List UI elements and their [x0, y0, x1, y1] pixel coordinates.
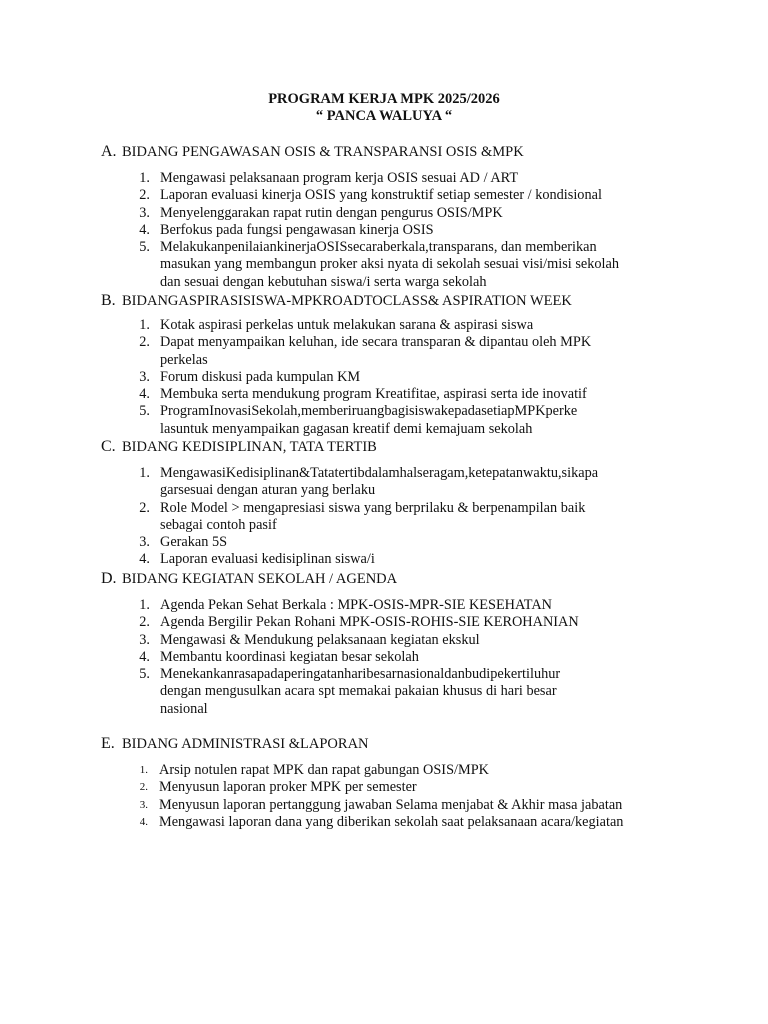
item-text: Menyusun laporan pertanggung jawaban Selama menjabat & Akhir masa jabatan — [159, 796, 623, 813]
section-letter: A. — [101, 143, 117, 160]
item-text: Laporan evaluasi kinerja OSIS yang konstruktif setiap semester / kondisional — [160, 187, 602, 204]
item-number: 3. — [139, 631, 150, 648]
list-item — [0, 386, 591, 403]
section-letter: B. — [101, 292, 116, 309]
list-item — [0, 797, 623, 814]
item-number: 2. — [139, 781, 148, 794]
item-number: 3. — [139, 368, 150, 385]
item-number: 4. — [139, 815, 148, 828]
item-number: 1. — [139, 317, 150, 333]
item-text: Dapat menyampaikan keluhan, ide secara transparan & dipantau oleh MPK — [160, 334, 592, 351]
section-a-list — [0, 170, 619, 291]
item-text: Menyusun laporan proker MPK per semester — [159, 779, 417, 796]
section-title: BIDANG KEGIATAN SEKOLAH / AGENDA — [122, 571, 398, 587]
item-number: 2. — [139, 187, 150, 204]
item-text: Menekankanrasapadaperingatanharibesarnasionaldanbudipekertiluhur — [160, 666, 561, 683]
item-text: Agenda Pekan Sehat Berkala : MPK-OSIS-MPR-SIE KESEHATAN — [160, 597, 552, 613]
section-title: BIDANG PENGAWASAN OSIS & TRANSPARANSI OSIS &MPK — [122, 144, 524, 160]
list-item — [0, 187, 619, 204]
item-text: Mengawasi laporan dana yang diberikan sekolah saat pelaksanaan acara/kegiatan — [159, 813, 624, 830]
list-item — [0, 334, 591, 369]
item-text-continued: masukan yang membangun proker aksi nyata di sekolah sesuai visi/misi sekolah — [160, 256, 619, 273]
item-text: Berfokus pada fungsi pengawasan kinerja OSIS — [160, 221, 434, 238]
section-c-list — [0, 465, 598, 569]
item-text: Arsip notulen rapat MPK dan rapat gabungan OSIS/MPK — [159, 762, 489, 778]
section-title: BIDANGASPIRASISISWA-MPKROADTOCLASS& ASPIRATION WEEK — [122, 293, 572, 309]
list-item — [0, 814, 623, 831]
list-item — [0, 534, 598, 551]
section-title: BIDANG ADMINISTRASI &LAPORAN — [122, 736, 369, 752]
item-text: MengawasiKedisiplinan&Tatatertibdalamhalseragam,ketepatanwaktu,sikapa — [160, 465, 599, 481]
list-item — [0, 632, 579, 649]
list-item — [0, 649, 579, 666]
item-text: Role Model > mengapresiasi siswa yang berprilaku & berpenampilan baik — [160, 499, 586, 516]
section-letter: E. — [101, 735, 115, 752]
section-letter: D. — [101, 570, 117, 587]
item-number: 1. — [139, 170, 150, 186]
item-number: 1. — [139, 465, 150, 481]
item-text: Gerakan 5S — [160, 534, 228, 551]
item-number: 3. — [139, 798, 148, 811]
item-number: 5. — [139, 403, 150, 420]
item-text-continued: perkelas — [160, 351, 208, 368]
item-number: 2. — [139, 334, 150, 351]
item-text: Agenda Bergilir Pekan Rohani MPK-OSIS-ROHIS-SIE KEROHANIAN — [160, 614, 579, 631]
item-text: Membantu koordinasi kegiatan besar sekolah — [160, 648, 419, 665]
item-number: 4. — [139, 551, 150, 568]
section-title: BIDANG KEDISIPLINAN, TATA TERTIB — [122, 439, 377, 455]
list-item — [0, 205, 619, 222]
section-d-list — [0, 597, 579, 718]
item-text-continued: sebagai contoh pasif — [160, 516, 277, 533]
item-text-continued: lasuntuk menyampaikan gagasan kreatif demi kemajuam sekolah — [160, 420, 533, 437]
item-text-continued: nasional — [160, 700, 208, 717]
list-item — [0, 170, 619, 187]
section-c-heading — [101, 438, 377, 456]
item-text: Kotak aspirasi perkelas untuk melakukan sarana & aspirasi siswa — [160, 317, 534, 333]
item-text: Menyelenggarakan rapat rutin dengan pengurus OSIS/MPK — [160, 204, 503, 221]
item-number: 4. — [139, 386, 150, 403]
list-item — [0, 500, 598, 535]
document-subtitle: “ PANCA WALUYA “ — [315, 108, 453, 124]
list-item — [0, 369, 591, 386]
list-item — [0, 551, 598, 568]
list-item — [0, 403, 591, 438]
document-title: PROGRAM KERJA MPK 2025/2026 — [268, 91, 500, 107]
item-text: Laporan evaluasi kedisiplinan siswa/i — [160, 551, 375, 568]
section-b-heading — [101, 292, 572, 310]
list-item — [0, 317, 591, 334]
section-a-heading — [101, 143, 524, 161]
item-number: 3. — [139, 534, 150, 551]
list-item — [0, 762, 623, 779]
item-number: 5. — [139, 239, 150, 256]
item-number: 2. — [139, 614, 150, 631]
item-text-continued: dengan mengusulkan acara spt memakai pakaian khusus di hari besar — [160, 683, 557, 700]
item-text: ProgramInovasiSekolah,memberiruangbagisiswakepadasetiapMPKperke — [160, 403, 578, 420]
item-text-continued: garsesuai dengan aturan yang berlaku — [160, 482, 376, 499]
section-b-list — [0, 317, 591, 438]
item-text: Mengawasi pelaksanaan program kerja OSIS sesuai AD / ART — [160, 170, 519, 186]
list-item — [0, 614, 579, 631]
item-text-continued: dan sesuai dengan kebutuhan siswa/i serta warga sekolah — [160, 273, 487, 290]
item-number: 2. — [139, 499, 150, 516]
item-number: 4. — [139, 648, 150, 665]
item-number: 5. — [139, 666, 150, 683]
item-text: Mengawasi & Mendukung pelaksanaan kegiatan ekskul — [160, 631, 480, 648]
section-e-heading — [101, 735, 369, 753]
item-number: 1. — [139, 764, 148, 776]
section-e-list — [0, 762, 623, 831]
item-text: Forum diskusi pada kumpulan KM — [160, 368, 361, 385]
section-letter: C. — [101, 438, 116, 455]
list-item — [0, 222, 619, 239]
item-number: 1. — [139, 597, 150, 613]
list-item — [0, 597, 579, 614]
list-item — [0, 779, 623, 796]
item-text: Membuka serta mendukung program Kreatifitae, aspirasi serta ide inovatif — [160, 386, 587, 403]
section-d-heading — [101, 570, 397, 588]
list-item — [0, 465, 598, 500]
item-number: 4. — [139, 221, 150, 238]
item-text: MelakukanpenilaiankinerjaOSISsecaraberkala,transparans, dan memberikan — [160, 239, 597, 256]
list-item — [0, 666, 579, 718]
item-number: 3. — [139, 204, 150, 221]
list-item — [0, 239, 619, 291]
